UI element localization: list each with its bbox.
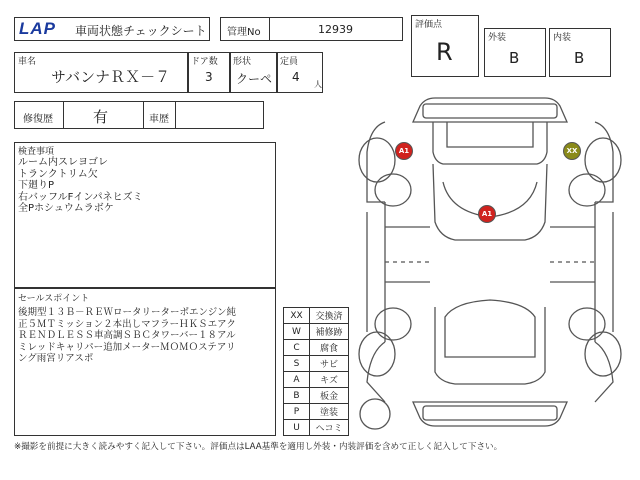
sales-label: セールスポイント	[18, 294, 90, 304]
legend-code: W	[284, 324, 310, 340]
sales-line: ング雨宮リアスポ	[18, 353, 94, 364]
repair-history-label: 修復歴	[23, 114, 53, 125]
shape-value: クーペ	[236, 72, 273, 86]
doors-box	[188, 52, 230, 93]
legend-code: U	[284, 420, 310, 436]
legend-desc: 腐食	[310, 340, 349, 356]
doors-label: ドア数	[191, 57, 218, 67]
doors-value: 3	[205, 70, 213, 84]
mgmt-label-box	[220, 17, 270, 41]
damage-mark: A1	[395, 142, 413, 160]
inspection-line: ルーム内スレヨゴレ	[18, 157, 108, 168]
capacity-box	[277, 52, 323, 93]
interior-label: 内装	[553, 33, 572, 43]
exterior-value: B	[509, 49, 520, 67]
sales-line: 正５ＭＴミッション２本出しマフラーＨＫＳエアク	[18, 318, 236, 330]
vehicle-name: サバンナＲＸ－７	[51, 68, 171, 86]
legend-desc: 板金	[310, 388, 349, 404]
shape-box	[230, 52, 277, 93]
car-damage-diagram	[355, 92, 625, 437]
exterior-box	[484, 28, 546, 77]
rating-label: 評価点	[415, 20, 443, 30]
legend-desc: 補修跡	[310, 324, 349, 340]
rating-value: R	[436, 38, 453, 66]
damage-mark: XX	[563, 142, 581, 160]
mgmt-label: 管理No	[227, 27, 261, 38]
legend-desc: サビ	[310, 356, 349, 372]
inspection-line: 全Pホシュウムラボケ	[18, 203, 114, 214]
exterior-label: 外装	[488, 33, 507, 43]
legend-row	[284, 356, 349, 372]
mgmt-no-box	[269, 17, 403, 41]
inspection-line: トランクトリム欠	[18, 168, 98, 180]
inspection-line: 下廻りP	[18, 180, 55, 191]
footer-note: ※撮影を前提に大きく読みやすく記入して下さい。評価点はLAA基準を適用し外装・内装評価を含めて正しく記入して下さい。	[14, 442, 503, 452]
logo: LAP	[19, 19, 56, 38]
sales-line: 後期型１３Ｂ－ＲＥＷロータリーターボエンジン純	[18, 307, 237, 318]
capacity-label: 定員	[280, 57, 299, 67]
legend-desc: ヘコミ	[310, 420, 349, 436]
vehicle-name-label: 車名	[18, 57, 37, 67]
rating-box	[411, 15, 479, 77]
inspection-label: 検査事項	[18, 147, 55, 157]
sheet-title: 車両状態チェックシート	[75, 24, 207, 38]
legend-code: XX	[284, 308, 310, 324]
legend-row	[284, 404, 349, 420]
legend-row	[284, 388, 349, 404]
legend-row	[284, 340, 349, 356]
interior-value: B	[574, 49, 585, 67]
mgmt-no: 12939	[318, 23, 353, 36]
capacity-unit: 人	[314, 80, 322, 89]
legend-row	[284, 324, 349, 340]
legend-desc: 交換済	[310, 308, 349, 324]
repair-history-value: 有	[93, 108, 109, 126]
damage-code-legend	[283, 307, 349, 436]
legend-desc: キズ	[310, 372, 349, 388]
legend-desc: 塗装	[310, 404, 349, 420]
header-bar	[14, 17, 210, 41]
inspection-box	[14, 142, 276, 288]
vehicle-name-box	[14, 52, 188, 93]
capacity-value: 4	[292, 70, 300, 84]
legend-row	[284, 308, 349, 324]
legend-code: A	[284, 372, 310, 388]
interior-box	[549, 28, 611, 77]
legend-row	[284, 420, 349, 436]
legend-code: C	[284, 340, 310, 356]
legend-code: S	[284, 356, 310, 372]
sales-box	[14, 288, 276, 436]
shape-label: 形状	[233, 57, 252, 67]
repair-row	[14, 101, 264, 129]
damage-mark: A1	[478, 205, 496, 223]
sales-line: ミレッドキャリパー追加メーターＭＯＭＯステアリ	[18, 341, 236, 353]
sales-line: ＲＥＮＤＬＥＳＳ車高調ＳＢＣタワーバー１８アル	[18, 330, 236, 341]
legend-row	[284, 372, 349, 388]
legend-code: B	[284, 388, 310, 404]
inspection-line: 右バッフルFインパネヒズミ	[18, 191, 143, 203]
legend-code: P	[284, 404, 310, 420]
vehicle-history-label: 車歴	[149, 114, 169, 125]
